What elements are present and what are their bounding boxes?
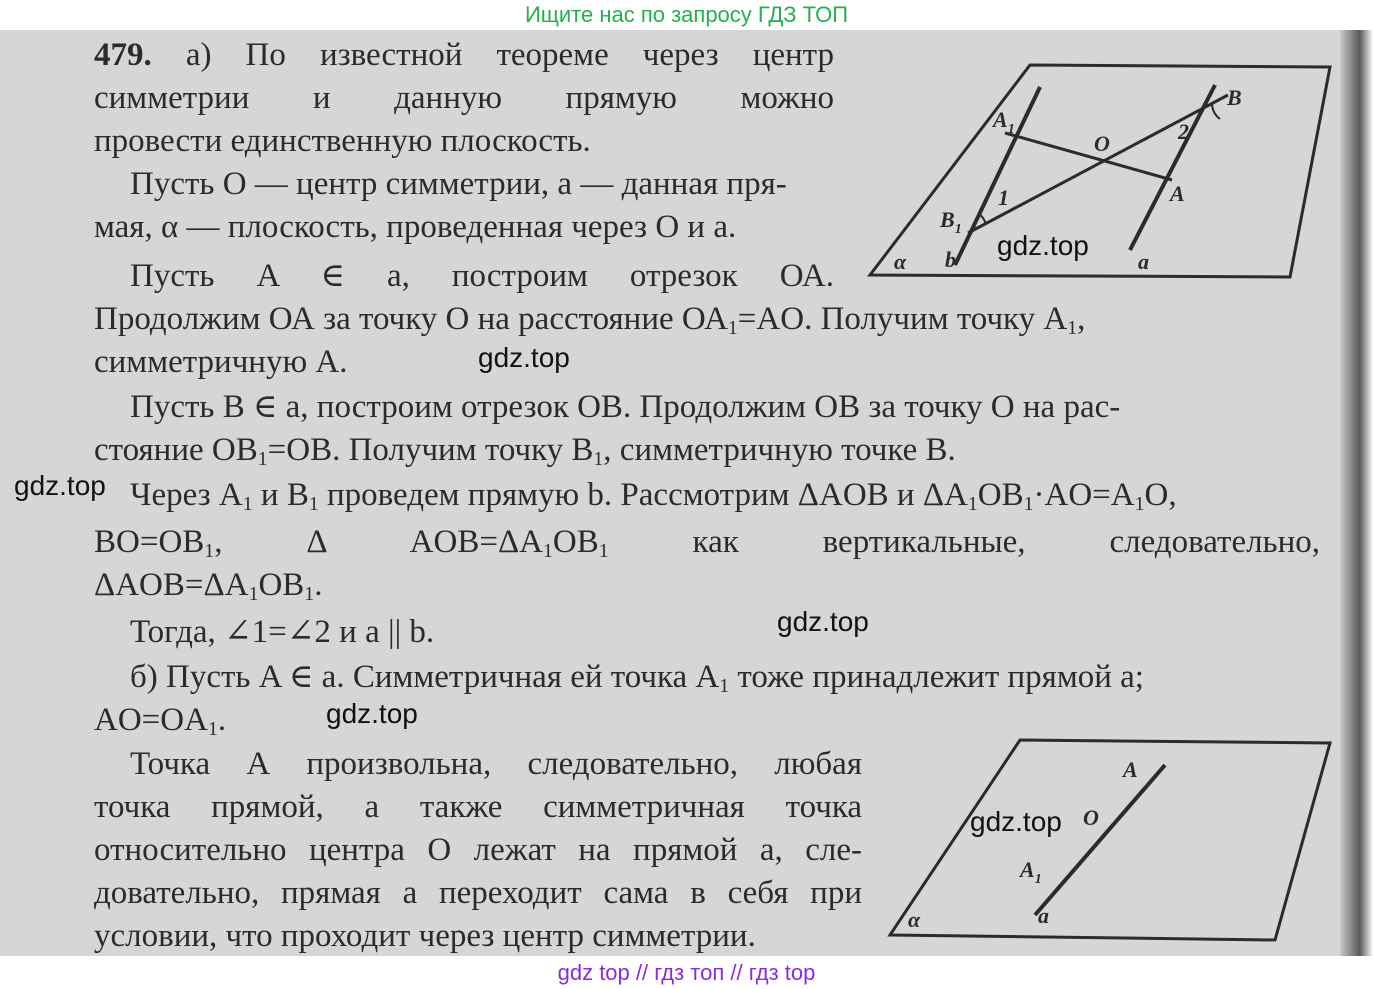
plane-alpha-2 [890, 740, 1330, 940]
watermark: gdz.top [478, 342, 570, 373]
plane-alpha [870, 65, 1330, 277]
figure-parallel-lines [860, 55, 1340, 290]
label-alpha: α [908, 907, 921, 932]
text-line-3: провести единственную плоскость. [94, 123, 591, 159]
text-line-7: Продолжим ОА за точку О на расстояние $ОА_1=AO$. Получим точку $А_1$, [94, 301, 1086, 339]
label-A: A [1123, 757, 1138, 782]
label-O: O [1094, 131, 1110, 156]
text-line-21: условии, что проходит через центр симметрии. [94, 918, 756, 954]
text-line-14: Тогда, ∠1=∠2 и а || b. [130, 614, 435, 650]
text-line-16: $AO=OA_1$. [94, 702, 227, 740]
footer-links[interactable]: gdz top // гдз топ // гдз top [0, 956, 1373, 989]
label-B1: $B_1$ [940, 207, 962, 237]
label-a: a [1138, 249, 1149, 274]
watermark: gdz.top [970, 806, 1062, 837]
text-line-8: симметричную А. [94, 344, 348, 380]
text-line-9: Пусть В ∈ а, построим отрезок ОВ. Продолжим ОВ за точку О на рас- [130, 389, 1121, 425]
text-line-17: Точка А произвольна, следовательно, любая [130, 746, 862, 782]
text-line-19: относительно центра О лежат на прямой а, сле- [94, 832, 862, 868]
text-line-5: мая, α — плоскость, проведенная через О и а. [94, 209, 737, 245]
line-a-2 [1035, 765, 1165, 915]
label-alpha: α [894, 249, 907, 274]
figure-line-through-center [880, 735, 1350, 950]
label-O: O [1083, 805, 1099, 830]
label-A: A [1170, 181, 1185, 206]
label-A1: $A_1$ [1020, 857, 1042, 887]
text-line-12: $BO=OB_1$, Δ $AOB=\Delta A_1OB_1$ как вертикальные, следовательно, [94, 524, 1321, 562]
label-a: a [1038, 903, 1049, 928]
text-line-2: симметрии и данную прямую можно [94, 80, 834, 116]
text-line-11: Через $А_1$ и $В_1$ проведем прямую b. Рассмотрим ΔAOB и $\Delta A_1OB_1\cdot AO=A_1O$, [130, 477, 1177, 515]
watermark: gdz.top [326, 698, 418, 729]
label-b: b [945, 247, 956, 272]
watermark: gdz.top [777, 606, 869, 637]
text-line-15: б) Пусть A ∈ а. Симметричная ей точка $А_1$ тоже принадлежит прямой а; [130, 659, 1144, 697]
text-line-18: точка прямой, а также симметричная точка [94, 789, 862, 825]
angle-2-arc [1212, 105, 1220, 119]
segment-A1-A [1005, 133, 1172, 180]
text-line-10: стояние $OB_1=OB$. Получим точку $В_1$, симметричную точке В. [94, 432, 956, 470]
search-banner: Ищите нас по запросу ГДЗ ТОП [524, 2, 849, 27]
text-line-20: довательно, прямая а переходит сама в себя при [94, 875, 862, 911]
angle-1-arc [978, 213, 986, 225]
text-line-4: Пусть О — центр симметрии, а — данная пря- [130, 166, 787, 202]
label-A1: $A_1$ [993, 107, 1015, 137]
text-line-13: $\Delta AOB=\Delta A_1OB_1$. [94, 567, 323, 605]
watermark: gdz.top [997, 230, 1089, 261]
text-line-6: Пусть A ∈ a, построим отрезок ОА. [130, 258, 834, 294]
label-2: 2 [1178, 119, 1189, 144]
label-B: B [1227, 85, 1242, 110]
watermark: gdz.top [14, 470, 106, 501]
label-1: 1 [998, 185, 1009, 210]
problem-number: 479. [94, 37, 152, 73]
text-line-1: 479. а) По известной теореме через центр [94, 37, 834, 73]
